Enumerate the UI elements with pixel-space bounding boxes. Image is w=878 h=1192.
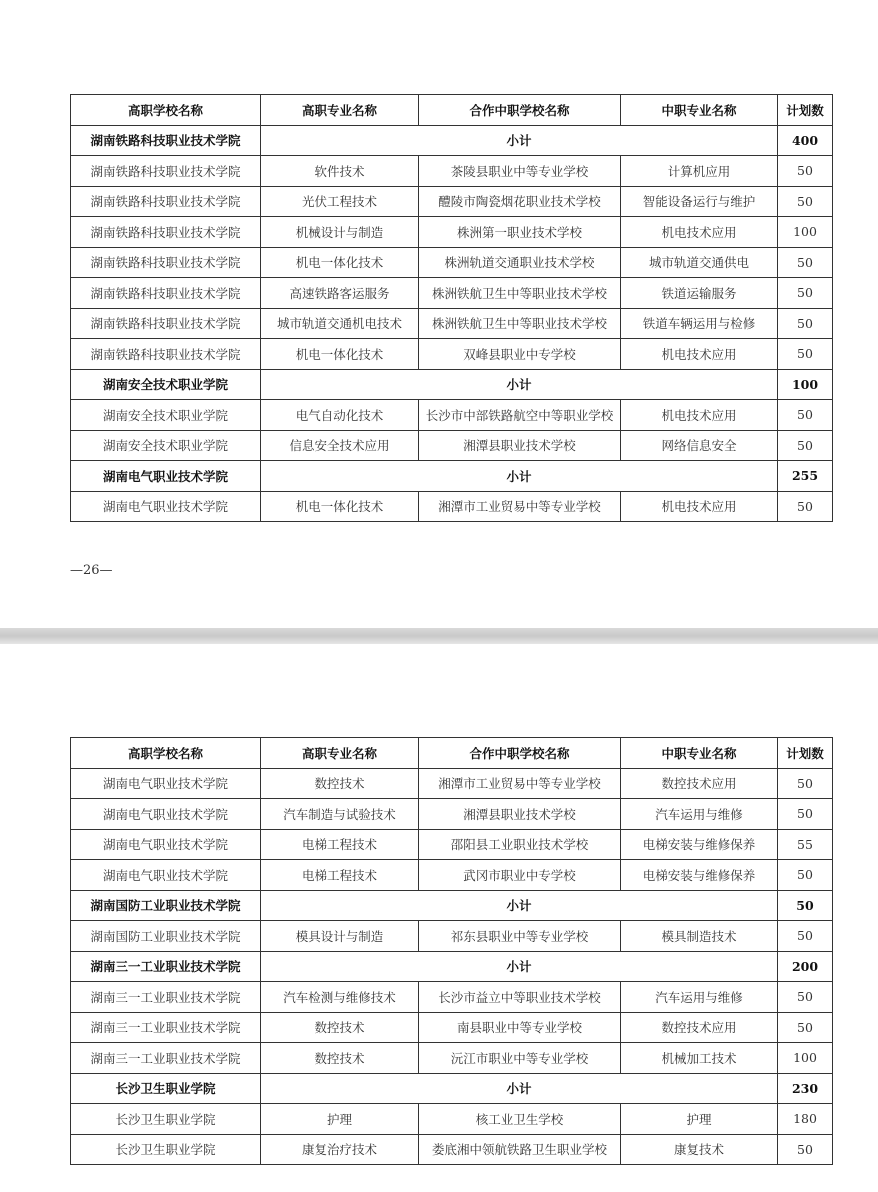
subtotal-row	[71, 890, 833, 921]
secondary-major-cell: 铁道运输服务	[621, 278, 778, 309]
major-name-cell: 电梯工程技术	[261, 829, 419, 860]
table-row	[71, 430, 833, 461]
major-name-cell: 电梯工程技术	[261, 860, 419, 891]
plan-count-cell: 50	[778, 768, 833, 799]
table-row	[71, 217, 833, 248]
table-row	[71, 1104, 833, 1135]
school-name-cell: 湖南三一工业职业技术学院	[71, 1012, 261, 1043]
secondary-major-cell: 铁道车辆运用与检修	[621, 308, 778, 339]
table-header-row	[71, 738, 833, 769]
partner-school-cell: 长沙市中部铁路航空中等职业学校	[419, 400, 621, 431]
major-name-cell: 电气自动化技术	[261, 400, 419, 431]
school-name-cell: 湖南铁路科技职业技术学院	[71, 339, 261, 370]
table-header-row	[71, 95, 833, 126]
plan-count-cell: 50	[778, 308, 833, 339]
plan-count-cell: 50	[778, 982, 833, 1013]
school-name-cell: 湖南铁路科技职业技术学院	[71, 186, 261, 217]
subtotal-label-cell: 小计	[261, 461, 778, 492]
school-name-cell: 长沙卫生职业学院	[71, 1073, 261, 1104]
subtotal-row	[71, 951, 833, 982]
table-row	[71, 768, 833, 799]
subtotal-row	[71, 1073, 833, 1104]
major-name-cell: 城市轨道交通机电技术	[261, 308, 419, 339]
plan-count-cell: 200	[778, 951, 833, 982]
school-name-cell: 湖南铁路科技职业技术学院	[71, 125, 261, 156]
table-row	[71, 1134, 833, 1165]
secondary-major-cell: 数控技术应用	[621, 1012, 778, 1043]
header-cell: 合作中职学校名称	[419, 738, 621, 769]
partner-school-cell: 祁东县职业中等专业学校	[419, 921, 621, 952]
page-number: —26—	[70, 563, 113, 578]
plan-count-cell: 50	[778, 921, 833, 952]
secondary-major-cell: 模具制造技术	[621, 921, 778, 952]
plan-count-cell: 50	[778, 186, 833, 217]
school-name-cell: 湖南电气职业技术学院	[71, 799, 261, 830]
table-row	[71, 186, 833, 217]
major-name-cell: 信息安全技术应用	[261, 430, 419, 461]
major-name-cell: 护理	[261, 1104, 419, 1135]
plan-count-cell: 50	[778, 799, 833, 830]
plan-count-cell: 50	[778, 400, 833, 431]
school-name-cell: 湖南三一工业职业技术学院	[71, 1043, 261, 1074]
partner-school-cell: 株洲第一职业技术学校	[419, 217, 621, 248]
table-row	[71, 1043, 833, 1074]
plan-count-cell: 100	[778, 217, 833, 248]
school-name-cell: 长沙卫生职业学院	[71, 1134, 261, 1165]
subtotal-label-cell: 小计	[261, 1073, 778, 1104]
school-name-cell: 湖南电气职业技术学院	[71, 829, 261, 860]
table-row	[71, 339, 833, 370]
header-cell: 中职专业名称	[621, 95, 778, 126]
major-name-cell: 高速铁路客运服务	[261, 278, 419, 309]
subtotal-label-cell: 小计	[261, 125, 778, 156]
school-name-cell: 湖南安全技术职业学院	[71, 430, 261, 461]
school-name-cell: 湖南铁路科技职业技术学院	[71, 217, 261, 248]
secondary-major-cell: 数控技术应用	[621, 768, 778, 799]
plan-count-cell: 230	[778, 1073, 833, 1104]
plan-count-cell: 50	[778, 860, 833, 891]
secondary-major-cell: 机电技术应用	[621, 339, 778, 370]
plan-count-cell: 50	[778, 339, 833, 370]
header-cell: 中职专业名称	[621, 738, 778, 769]
table-row	[71, 400, 833, 431]
partner-school-cell: 邵阳县工业职业技术学校	[419, 829, 621, 860]
partner-school-cell: 武冈市职业中专学校	[419, 860, 621, 891]
header-cell: 计划数	[778, 95, 833, 126]
plan-count-cell: 50	[778, 278, 833, 309]
table-row	[71, 1012, 833, 1043]
secondary-major-cell: 电梯安装与维修保养	[621, 860, 778, 891]
secondary-major-cell: 汽车运用与维修	[621, 799, 778, 830]
table-row	[71, 860, 833, 891]
enrollment-plan-table	[70, 94, 833, 522]
partner-school-cell: 湘潭县职业技术学校	[419, 799, 621, 830]
table-row	[71, 278, 833, 309]
partner-school-cell: 湘潭市工业贸易中等专业学校	[419, 768, 621, 799]
table-row	[71, 247, 833, 278]
school-name-cell: 湖南电气职业技术学院	[71, 491, 261, 522]
secondary-major-cell: 智能设备运行与维护	[621, 186, 778, 217]
header-cell: 计划数	[778, 738, 833, 769]
header-cell: 合作中职学校名称	[419, 95, 621, 126]
major-name-cell: 软件技术	[261, 156, 419, 187]
table-row	[71, 982, 833, 1013]
subtotal-row	[71, 461, 833, 492]
plan-count-cell: 50	[778, 430, 833, 461]
secondary-major-cell: 机电技术应用	[621, 491, 778, 522]
table-row	[71, 156, 833, 187]
school-name-cell: 湖南安全技术职业学院	[71, 369, 261, 400]
secondary-major-cell: 电梯安装与维修保养	[621, 829, 778, 860]
partner-school-cell: 南县职业中等专业学校	[419, 1012, 621, 1043]
school-name-cell: 湖南国防工业职业技术学院	[71, 890, 261, 921]
school-name-cell: 湖南铁路科技职业技术学院	[71, 308, 261, 339]
plan-count-cell: 180	[778, 1104, 833, 1135]
school-name-cell: 湖南三一工业职业技术学院	[71, 951, 261, 982]
secondary-major-cell: 网络信息安全	[621, 430, 778, 461]
major-name-cell: 康复治疗技术	[261, 1134, 419, 1165]
major-name-cell: 数控技术	[261, 1043, 419, 1074]
partner-school-cell: 娄底湘中领航铁路卫生职业学校	[419, 1134, 621, 1165]
subtotal-row	[71, 125, 833, 156]
partner-school-cell: 双峰县职业中专学校	[419, 339, 621, 370]
secondary-major-cell: 计算机应用	[621, 156, 778, 187]
school-name-cell: 湖南电气职业技术学院	[71, 768, 261, 799]
secondary-major-cell: 机电技术应用	[621, 217, 778, 248]
partner-school-cell: 株洲铁航卫生中等职业技术学校	[419, 278, 621, 309]
school-name-cell: 长沙卫生职业学院	[71, 1104, 261, 1135]
header-cell: 高职学校名称	[71, 738, 261, 769]
partner-school-cell: 醴陵市陶瓷烟花职业技术学校	[419, 186, 621, 217]
table-row	[71, 308, 833, 339]
plan-count-cell: 100	[778, 369, 833, 400]
plan-count-cell: 50	[778, 247, 833, 278]
partner-school-cell: 株洲轨道交通职业技术学校	[419, 247, 621, 278]
secondary-major-cell: 机械加工技术	[621, 1043, 778, 1074]
table-row	[71, 921, 833, 952]
plan-count-cell: 50	[778, 890, 833, 921]
secondary-major-cell: 汽车运用与维修	[621, 982, 778, 1013]
subtotal-label-cell: 小计	[261, 890, 778, 921]
secondary-major-cell: 康复技术	[621, 1134, 778, 1165]
subtotal-label-cell: 小计	[261, 951, 778, 982]
partner-school-cell: 沅江市职业中等专业学校	[419, 1043, 621, 1074]
partner-school-cell: 茶陵县职业中等专业学校	[419, 156, 621, 187]
major-name-cell: 光伏工程技术	[261, 186, 419, 217]
school-name-cell: 湖南铁路科技职业技术学院	[71, 156, 261, 187]
header-cell: 高职专业名称	[261, 95, 419, 126]
school-name-cell: 湖南电气职业技术学院	[71, 860, 261, 891]
major-name-cell: 机电一体化技术	[261, 491, 419, 522]
major-name-cell: 数控技术	[261, 768, 419, 799]
partner-school-cell: 湘潭县职业技术学校	[419, 430, 621, 461]
major-name-cell: 数控技术	[261, 1012, 419, 1043]
major-name-cell: 模具设计与制造	[261, 921, 419, 952]
school-name-cell: 湖南铁路科技职业技术学院	[71, 278, 261, 309]
secondary-major-cell: 城市轨道交通供电	[621, 247, 778, 278]
plan-count-cell: 50	[778, 156, 833, 187]
major-name-cell: 机电一体化技术	[261, 339, 419, 370]
major-name-cell: 汽车制造与试验技术	[261, 799, 419, 830]
secondary-major-cell: 机电技术应用	[621, 400, 778, 431]
plan-count-cell: 50	[778, 1012, 833, 1043]
plan-count-cell: 50	[778, 491, 833, 522]
school-name-cell: 湖南国防工业职业技术学院	[71, 921, 261, 952]
major-name-cell: 机电一体化技术	[261, 247, 419, 278]
school-name-cell: 湖南铁路科技职业技术学院	[71, 247, 261, 278]
school-name-cell: 湖南安全技术职业学院	[71, 400, 261, 431]
secondary-major-cell: 护理	[621, 1104, 778, 1135]
partner-school-cell: 长沙市益立中等职业技术学校	[419, 982, 621, 1013]
partner-school-cell: 湘潭市工业贸易中等专业学校	[419, 491, 621, 522]
header-cell: 高职学校名称	[71, 95, 261, 126]
enrollment-plan-table	[70, 737, 833, 1165]
plan-count-cell: 55	[778, 829, 833, 860]
table-row	[71, 829, 833, 860]
school-name-cell: 湖南电气职业技术学院	[71, 461, 261, 492]
plan-count-cell: 255	[778, 461, 833, 492]
subtotal-row	[71, 369, 833, 400]
table-row	[71, 491, 833, 522]
header-cell: 高职专业名称	[261, 738, 419, 769]
plan-count-cell: 400	[778, 125, 833, 156]
major-name-cell: 汽车检测与维修技术	[261, 982, 419, 1013]
plan-count-cell: 50	[778, 1134, 833, 1165]
subtotal-label-cell: 小计	[261, 369, 778, 400]
page-separator	[0, 628, 878, 644]
major-name-cell: 机械设计与制造	[261, 217, 419, 248]
partner-school-cell: 核工业卫生学校	[419, 1104, 621, 1135]
plan-count-cell: 100	[778, 1043, 833, 1074]
school-name-cell: 湖南三一工业职业技术学院	[71, 982, 261, 1013]
partner-school-cell: 株洲铁航卫生中等职业技术学校	[419, 308, 621, 339]
document-page-27	[0, 644, 878, 1192]
table-row	[71, 799, 833, 830]
